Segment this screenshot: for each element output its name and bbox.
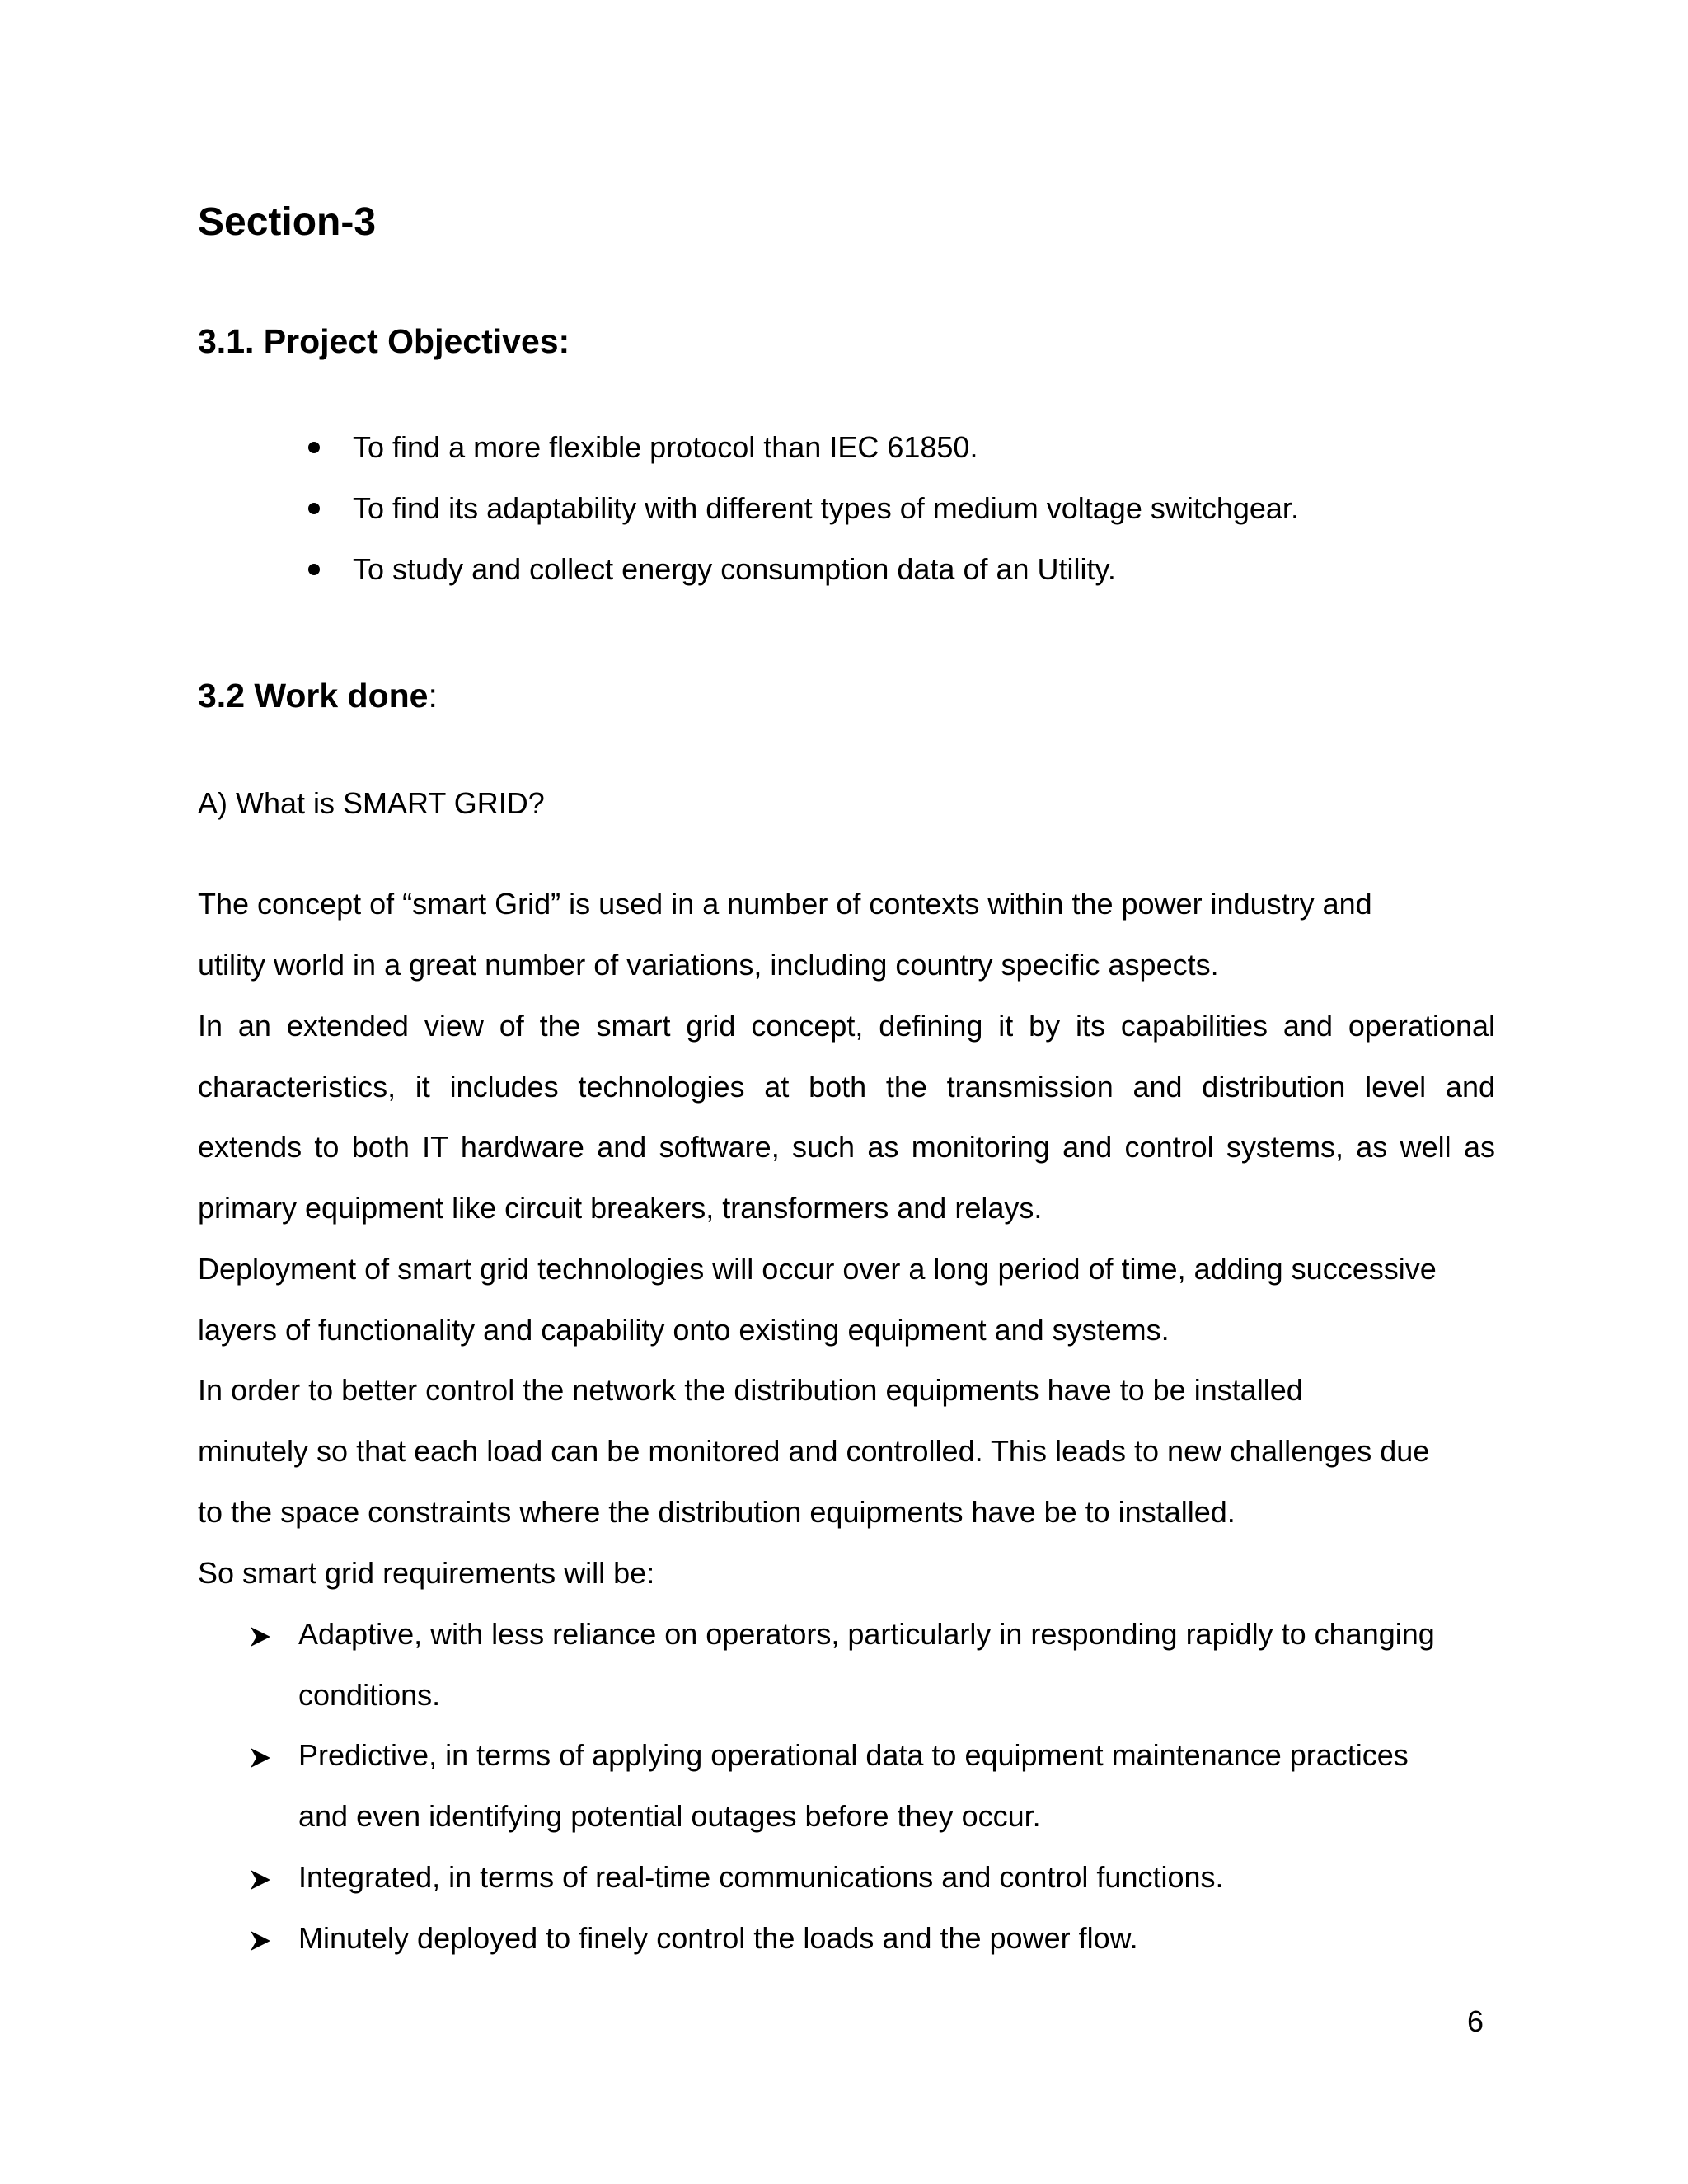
section-title: Section-3	[198, 200, 377, 244]
objectives-heading: 3.1. Project Objectives:	[198, 322, 570, 360]
body-line: In an extended view of the smart grid concept, defining it by its capabilities and operational	[198, 1009, 1495, 1043]
requirement-text: Integrated, in terms of real-time communications and control functions.	[298, 1860, 1224, 1894]
objective-text: To find a more flexible protocol than IEC 61850.	[353, 430, 978, 464]
objective-text: To study and collect energy consumption data of an Utility.	[353, 552, 1116, 586]
body-line: primary equipment like circuit breakers, transformers and relays.	[198, 1191, 1043, 1225]
bullet-icon	[308, 564, 320, 575]
requirement-text-continued: conditions.	[298, 1678, 441, 1712]
body-line: In order to better control the network the distribution equipments have to be installed	[198, 1373, 1303, 1407]
requirement-text-continued: and even identifying potential outages before they occur.	[298, 1799, 1041, 1833]
question-text: A) What is SMART GRID?	[198, 786, 545, 820]
body-line: So smart grid requirements will be:	[198, 1556, 655, 1590]
objective-text: To find its adaptability with different types of medium voltage switchgear.	[353, 491, 1299, 525]
work-done-heading-colon: :	[428, 677, 438, 715]
body-line: to the space constraints where the distribution equipments have be to installed.	[198, 1495, 1236, 1529]
body-line: minutely so that each load can be monitored and controlled. This leads to new challenges due	[198, 1434, 1430, 1468]
work-done-heading	[198, 674, 438, 717]
body-line: characteristics, it includes technologies at both the transmission and distribution level and	[198, 1070, 1495, 1104]
body-line: Deployment of smart grid technologies will occur over a long period of time, adding successive	[198, 1252, 1437, 1286]
arrow-bullet-icon	[249, 1746, 272, 1769]
bullet-icon	[308, 503, 320, 514]
body-line: The concept of “smart Grid” is used in a number of contexts within the power industry and	[198, 887, 1372, 921]
requirement-text: Adaptive, with less reliance on operators, particularly in responding rapidly to changing	[298, 1617, 1435, 1651]
page-number: 6	[1467, 2004, 1484, 2038]
arrow-bullet-icon	[249, 1868, 272, 1891]
body-line: utility world in a great number of variations, including country specific aspects.	[198, 948, 1219, 982]
body-line: layers of functionality and capability onto existing equipment and systems.	[198, 1313, 1170, 1347]
bullet-icon	[308, 442, 320, 453]
arrow-bullet-icon	[249, 1929, 272, 1952]
work-done-heading-text: 3.2 Work done	[198, 677, 429, 715]
body-line: extends to both IT hardware and software, such as monitoring and control systems, as well as	[198, 1130, 1495, 1164]
requirement-text: Predictive, in terms of applying operational data to equipment maintenance practices	[298, 1738, 1409, 1772]
requirement-text: Minutely deployed to finely control the loads and the power flow.	[298, 1921, 1138, 1955]
arrow-bullet-icon	[249, 1625, 272, 1648]
